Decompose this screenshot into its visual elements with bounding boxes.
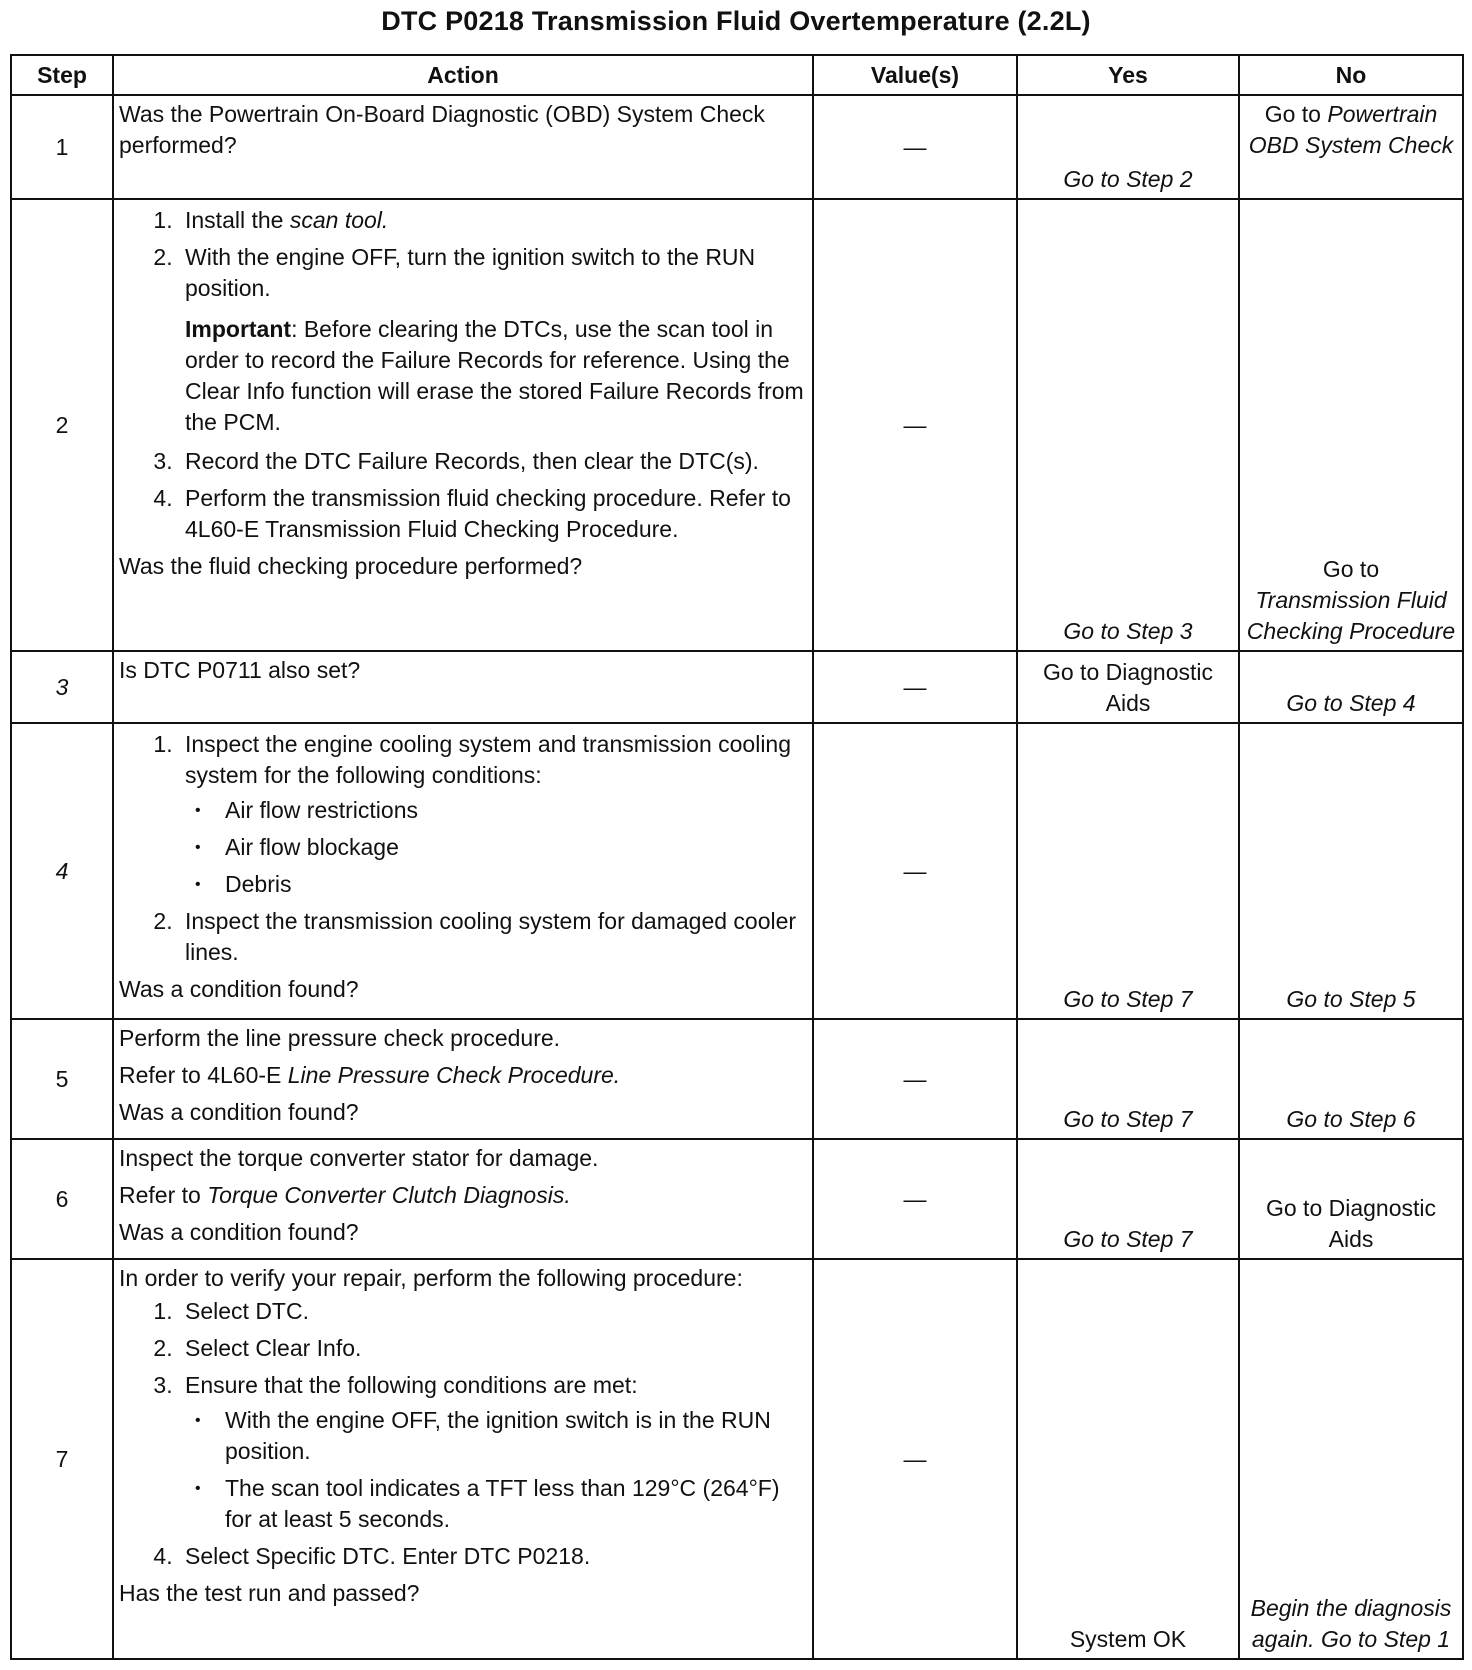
action-question: Was a condition found? [119,1219,359,1245]
yes-cell: Go to Step 7 [1017,1139,1239,1259]
action-step-text: Perform the transmission fluid checking procedure. Refer to 4L60-E Transmission Fluid Checking Procedure. [185,485,791,542]
action-question: Was a condition found? [119,1099,359,1125]
yes-cell: Go to Step 3 [1017,199,1239,651]
procedure-ref: Line Pressure Check Procedure. [287,1062,621,1088]
no-cell: Go to Step 5 [1239,723,1463,1019]
action-step-text: Record the DTC Failure Records, then clear the DTC(s). [185,448,759,474]
header-values: Value(s) [813,55,1017,95]
table-row [11,1019,1463,1139]
important-note [185,314,807,438]
action-text: Refer to [119,1182,208,1208]
value-cell: — [813,1019,1017,1139]
important-text: : Before clearing the DTCs, use the scan tool in order to record the Failure Records for reference. Using the Clear Info function will erase the stored Failure Records from the PCM. [185,316,804,435]
action-step [179,483,807,545]
action-line: Inspect the torque converter stator for damage. [119,1145,599,1171]
action-step [179,446,807,477]
action-step-text: With the engine OFF, turn the ignition switch to the RUN position. [185,244,756,301]
action-cell [113,1259,813,1659]
important-label: Important [185,316,292,342]
no-cell [1239,95,1463,199]
action-step [179,205,807,236]
value-cell: — [813,199,1017,651]
action-steps [119,205,807,545]
action-line [119,1180,807,1211]
page-title: DTC P0218 Transmission Fluid Overtemperature (2.2L) [381,6,1091,36]
step-number: 6 [11,1139,113,1259]
step-number: 3 [11,651,113,723]
no-cell [1239,199,1463,651]
action-line [119,1060,807,1091]
no-cell: Go to Step 6 [1239,1019,1463,1139]
action-cell [113,199,813,651]
action-step [179,242,807,438]
action-question: Was a condition found? [119,976,359,1002]
value-cell: — [813,651,1017,723]
action-text: Refer to 4L60-E [119,1062,288,1088]
action-step [179,729,807,900]
condition-item: • Debris [219,869,807,900]
action-step-text: Ensure that the following conditions are met: [185,1372,638,1398]
action-step: 1. Select DTC. [179,1296,807,1327]
no-link: Powertrain OBD System Check [1248,101,1454,158]
header-row [11,55,1463,95]
table-row [11,95,1463,199]
action-question: Is DTC P0711 also set? [119,657,361,683]
condition-item: • Air flow restrictions [219,795,807,826]
header-yes: Yes [1017,55,1239,95]
yes-cell: Go to Step 7 [1017,723,1239,1019]
action-steps [119,729,807,968]
step-number: 5 [11,1019,113,1139]
action-step-text: Inspect the transmission cooling system for damaged cooler lines. [185,908,797,965]
action-cell [113,1019,813,1139]
header-no: No [1239,55,1463,95]
step-number: 2 [11,199,113,651]
value-cell: — [813,1259,1017,1659]
action-cell [113,723,813,1019]
condition-list [185,795,807,900]
value-cell: — [813,723,1017,1019]
no-cell: Go to Step 4 [1239,651,1463,723]
no-link: Transmission Fluid Checking Procedure [1246,587,1456,644]
diagnostic-table [10,54,1464,1660]
action-step-text: Inspect the engine cooling system and transmission cooling system for the following conditions: [185,731,792,788]
action-step [179,906,807,968]
condition-item: • Air flow blockage [219,832,807,863]
no-prefix: Go to [1322,556,1380,582]
value-cell: — [813,1139,1017,1259]
no-cell: Begin the diagnosis again. Go to Step 1 [1239,1259,1463,1659]
action-step-text: Install the [185,207,290,233]
action-question: Was the fluid checking procedure performed? [119,553,583,579]
action-line: Perform the line pressure check procedure. [119,1025,561,1051]
no-cell: Go to Diagnostic Aids [1239,1139,1463,1259]
step-number: 1 [11,95,113,199]
header-step: Step [11,55,113,95]
condition-item: • With the engine OFF, the ignition switch is in the RUN position. [219,1405,807,1467]
table-row [11,651,1463,723]
yes-cell: Go to Step 2 [1017,95,1239,199]
yes-cell: Go to Diagnostic Aids [1017,651,1239,723]
action-question: Was the Powertrain On-Board Diagnostic (OBD) System Check performed? [119,101,765,158]
condition-list [185,1405,807,1535]
step-number: 7 [11,1259,113,1659]
condition-item: • The scan tool indicates a TFT less than 129°C (264°F) for at least 5 seconds. [219,1473,807,1535]
table-row [11,1139,1463,1259]
scan-tool-ref: scan tool. [289,207,389,233]
table-row [11,1259,1463,1659]
action-cell [113,95,813,199]
action-question: Has the test run and passed? [119,1580,420,1606]
step-number: 4 [11,723,113,1019]
table-row [11,199,1463,651]
no-prefix: Go to [1264,101,1328,127]
action-cell [113,651,813,723]
table-row [11,723,1463,1019]
action-intro: In order to verify your repair, perform the following procedure: [119,1265,743,1291]
value-cell: — [813,95,1017,199]
action-step: 4. Select Specific DTC. Enter DTC P0218. [179,1541,807,1572]
header-action: Action [113,55,813,95]
yes-cell: Go to Step 7 [1017,1019,1239,1139]
procedure-ref: Torque Converter Clutch Diagnosis. [207,1182,571,1208]
action-step: 2. Select Clear Info. [179,1333,807,1364]
yes-cell: System OK [1017,1259,1239,1659]
action-cell [113,1139,813,1259]
action-step [179,1370,807,1535]
action-steps [119,1296,807,1572]
